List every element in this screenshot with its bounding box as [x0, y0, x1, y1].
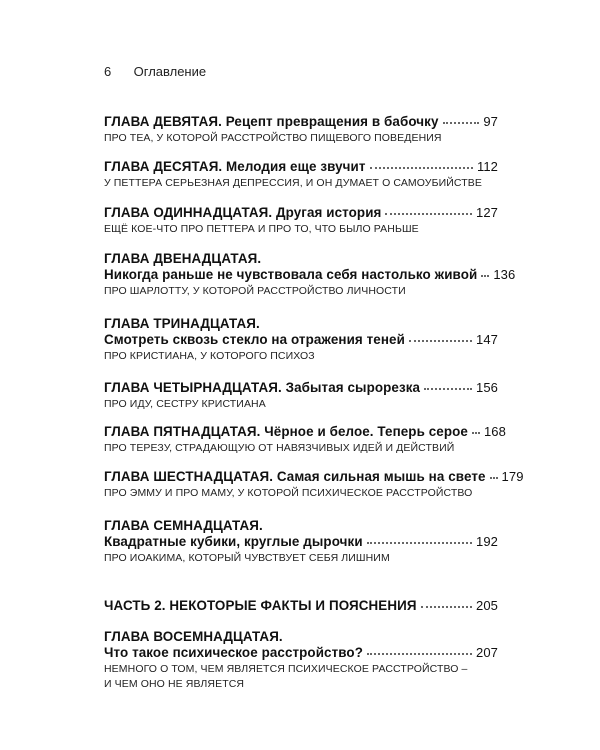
toc-page-number: 97	[483, 114, 498, 129]
toc-entry-title: Квадратные кубики, круглые дырочки	[104, 534, 363, 549]
toc-entry-subtitle: И ЧЕМ ОНО НЕ ЯВЛЯЕТСЯ	[104, 678, 245, 690]
dot-leader	[481, 274, 489, 277]
toc-entry-title-line	[104, 424, 506, 440]
toc-entry-subtitle: ПРО КРИСТИАНА, У КОТОРОГО ПСИХОЗ	[104, 350, 315, 362]
running-head	[104, 64, 206, 79]
toc-page-number: 192	[476, 534, 498, 549]
toc-entry[interactable]	[104, 469, 524, 500]
toc-entry[interactable]	[104, 518, 498, 565]
toc-entry-title: ГЛАВА ШЕСТНАДЦАТАЯ. Самая сильная мышь на свете	[104, 469, 486, 484]
toc-entry-title: ГЛАВА ВОСЕМНАДЦАТАЯ.	[104, 629, 283, 644]
toc-entry[interactable]	[104, 598, 498, 614]
toc-entry[interactable]	[104, 424, 506, 455]
dot-leader	[409, 339, 472, 342]
dot-leader	[385, 212, 472, 215]
toc-entry-subtitle: ПРО ТЕА, У КОТОРОЙ РАССТРОЙСТВО ПИЩЕВОГО ПОВЕДЕНИЯ	[104, 132, 442, 144]
toc-entry-title-line	[104, 267, 516, 283]
dot-leader	[367, 541, 472, 544]
toc-entry-heading	[104, 629, 498, 645]
toc-entry-title: ГЛАВА ПЯТНАДЦАТАЯ. Чёрное и белое. Теперь серое	[104, 424, 468, 439]
toc-entry-subtitle: ЕЩЁ КОЕ-ЧТО ПРО ПЕТТЕРА И ПРО ТО, ЧТО БЫЛО РАНЬШЕ	[104, 223, 419, 235]
toc-page-number: 168	[483, 424, 506, 439]
toc-entry-title: ГЛАВА ДЕСЯТАЯ. Мелодия еще звучит	[104, 159, 366, 174]
toc-entry-title: ГЛАВА СЕМНАДЦАТАЯ.	[104, 518, 263, 533]
toc-page-number: 136	[493, 267, 516, 282]
toc-entry-title-line	[104, 380, 498, 396]
toc-entry-title-line	[104, 645, 498, 661]
toc-entry-subtitle: ПРО ИДУ, СЕСТРУ КРИСТИАНА	[104, 398, 266, 410]
toc-entry-title-line	[104, 598, 498, 614]
toc-page-number: 205	[476, 598, 498, 613]
toc-entry-title: Что такое психическое расстройство?	[104, 645, 363, 660]
toc-entry-heading	[104, 316, 498, 332]
toc-page-number: 179	[501, 469, 524, 484]
toc-entry-title: ГЛАВА ТРИНАДЦАТАЯ.	[104, 316, 260, 331]
dot-leader	[424, 387, 472, 390]
toc-page-number: 156	[476, 380, 498, 395]
dot-leader	[443, 121, 480, 124]
toc-entry-subtitle: ПРО ТЕРЕЗУ, СТРАДАЮЩУЮ ОТ НАВЯЗЧИВЫХ ИДЕЙ И ДЕЙСТВИЙ	[104, 442, 455, 454]
toc-entry-title: ГЛАВА ЧЕТЫРНАДЦАТАЯ. Забытая сырорезка	[104, 380, 421, 395]
toc-page-number: 207	[476, 645, 498, 660]
toc-entry-title-line	[104, 205, 498, 221]
toc-entry-title: ГЛАВА ДВЕНАДЦАТАЯ.	[104, 251, 262, 266]
toc-entry-title-line	[104, 332, 498, 348]
toc-entry-subtitle: У ПЕТТЕРА СЕРЬЕЗНАЯ ДЕПРЕССИЯ, И ОН ДУМАЕТ О САМОУБИЙСТВЕ	[104, 177, 482, 189]
toc-entry-heading	[104, 518, 498, 534]
page-number: 6	[104, 64, 112, 79]
toc-entry[interactable]	[104, 159, 498, 190]
toc-entry-title: Никогда раньше не чувствовала себя настолько живой	[104, 267, 478, 282]
toc-page-number: 112	[476, 159, 498, 174]
dot-leader	[367, 652, 472, 655]
toc-entry-title-line	[104, 114, 498, 130]
toc-entry[interactable]	[104, 251, 516, 298]
toc-entry[interactable]	[104, 316, 498, 363]
toc-entry-title: ЧАСТЬ 2. НЕКОТОРЫЕ ФАКТЫ И ПОЯСНЕНИЯ	[104, 598, 417, 613]
toc-page-number: 147	[476, 332, 498, 347]
dot-leader	[472, 431, 480, 434]
toc-entry-title-line	[104, 469, 524, 485]
toc-entry[interactable]	[104, 629, 498, 691]
toc-entry-title-line	[104, 534, 498, 550]
toc-entry[interactable]	[104, 114, 498, 145]
toc-entry[interactable]	[104, 205, 498, 236]
toc-entry-subtitle: ПРО ЭММУ И ПРО МАМУ, У КОТОРОЙ ПСИХИЧЕСКОЕ РАССТРОЙСТВО	[104, 487, 473, 499]
toc-entry-title: ГЛАВА ОДИННАДЦАТАЯ. Другая история	[104, 205, 382, 220]
dot-leader	[370, 166, 473, 169]
toc-entry[interactable]	[104, 380, 498, 411]
dot-leader	[421, 605, 472, 608]
dot-leader	[490, 476, 498, 479]
toc-entry-subtitle: НЕМНОГО О ТОМ, ЧЕМ ЯВЛЯЕТСЯ ПСИХИЧЕСКОЕ РАССТРОЙСТВО –	[104, 663, 468, 675]
toc-entry-title: Смотреть сквозь стекло на отражения теней	[104, 332, 405, 347]
toc-entry-subtitle: ПРО ИОАКИМА, КОТОРЫЙ ЧУВСТВУЕТ СЕБЯ ЛИШНИМ	[104, 552, 390, 564]
toc-entry-title-line	[104, 159, 498, 175]
running-head-title: Оглавление	[133, 64, 207, 79]
toc-page-number: 127	[476, 205, 498, 220]
toc-entry-title: ГЛАВА ДЕВЯТАЯ. Рецепт превращения в бабочку	[104, 114, 439, 129]
toc-entry-subtitle: ПРО ШАРЛОТТУ, У КОТОРОЙ РАССТРОЙСТВО ЛИЧНОСТИ	[104, 285, 406, 297]
toc-entry-heading	[104, 251, 498, 267]
